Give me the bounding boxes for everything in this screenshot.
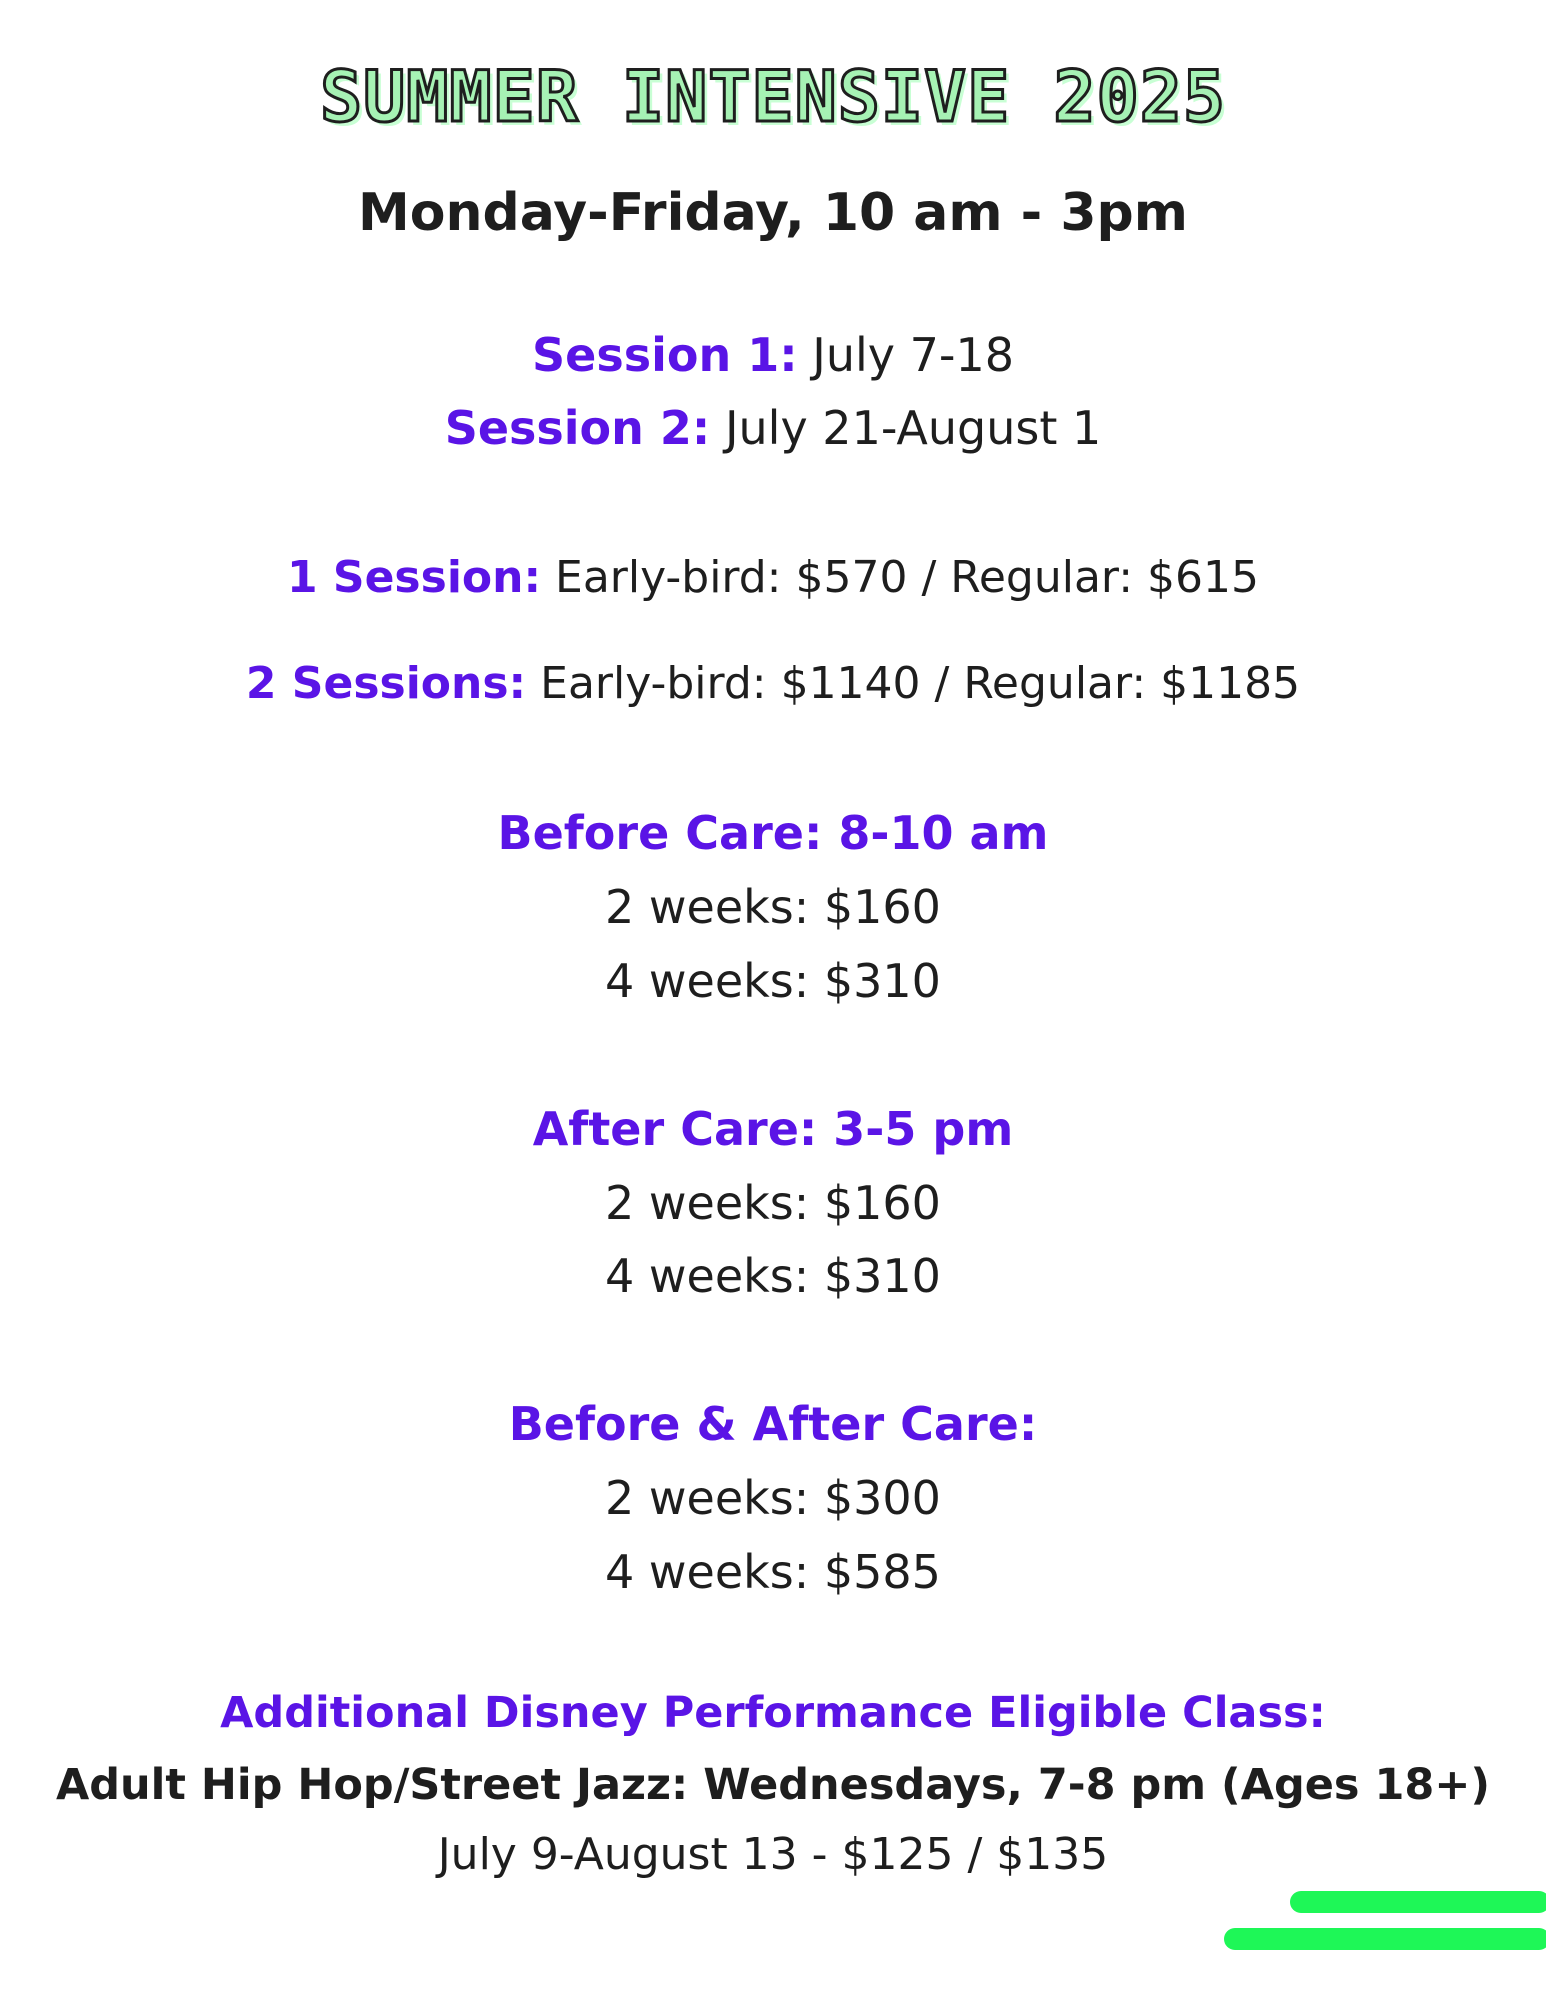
before-after-care-heading: Before & After Care: [508, 1397, 1038, 1451]
before-after-care-rate: 4 weeks: $585 [605, 1545, 941, 1599]
decorative-stripe [1224, 1928, 1546, 1950]
decorative-stripe [1290, 1891, 1546, 1913]
additional-class-heading: Additional Disney Performance Eligible Class: [220, 1688, 1326, 1738]
page-title: SUMMER INTENSIVE 2025 [319, 56, 1226, 138]
session-2-line [0, 401, 1546, 455]
price-1-session [0, 552, 1546, 603]
price-2-sessions-value: Early-bird: $1140 / Regular: $1185 [540, 658, 1301, 709]
session-2-dates: July 21-August 1 [724, 401, 1102, 455]
session-1-label: Session 1: [532, 328, 798, 382]
session-1-line [0, 328, 1546, 382]
price-1-session-label: 1 Session: [286, 552, 542, 603]
session-2-label: Session 2: [444, 401, 711, 455]
before-care-heading: Before Care: 8-10 am [497, 806, 1049, 860]
additional-class-details: July 9-August 13 - $125 / $135 [437, 1829, 1109, 1880]
after-care-rate: 2 weeks: $160 [605, 1176, 941, 1230]
before-care-rate: 4 weeks: $310 [605, 954, 941, 1008]
price-2-sessions [0, 658, 1546, 709]
price-1-session-value: Early-bird: $570 / Regular: $615 [555, 552, 1260, 603]
session-1-dates: July 7-18 [812, 328, 1014, 382]
schedule-hours: Monday-Friday, 10 am - 3pm [358, 183, 1188, 243]
additional-class-name: Adult Hip Hop/Street Jazz: Wednesdays, 7-8 pm (Ages 18+) [55, 1760, 1491, 1810]
after-care-heading: After Care: 3-5 pm [532, 1102, 1014, 1156]
before-after-care-rate: 2 weeks: $300 [605, 1471, 941, 1525]
before-care-rate: 2 weeks: $160 [605, 880, 941, 934]
after-care-rate: 4 weeks: $310 [605, 1249, 941, 1303]
price-2-sessions-label: 2 Sessions: [245, 658, 527, 709]
